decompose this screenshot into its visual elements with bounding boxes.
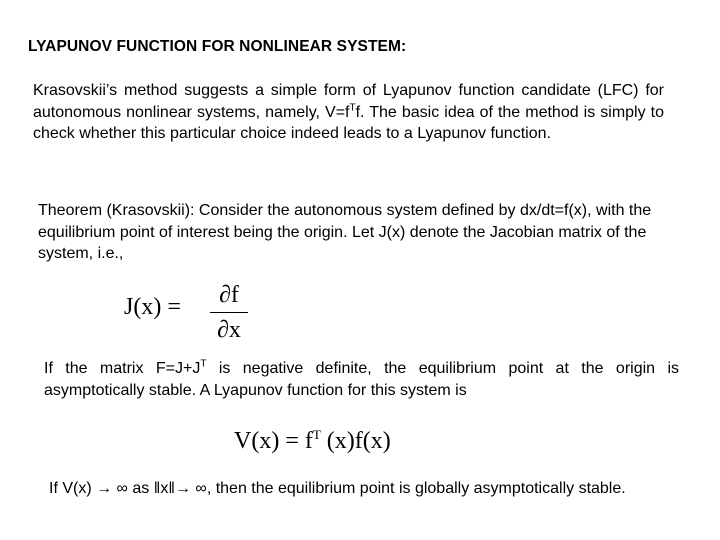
transpose-superscript: T <box>349 102 356 114</box>
intro-text-start: Krasovskii’s method suggests a simple form of Lyapunov function candidate (LFC) for autonomous nonlinear systems, namely, V=f <box>33 82 664 121</box>
condition-paragraph <box>44 358 679 401</box>
jacobian-lhs: J(x) = <box>124 294 181 320</box>
fraction-numerator: ∂f <box>219 282 239 308</box>
jacobian-fraction <box>204 280 254 345</box>
fraction-bar <box>210 312 248 313</box>
condition-text-start: If the matrix F=J+J <box>44 360 201 377</box>
transpose-superscript: T <box>312 427 321 442</box>
jacobian-equation <box>124 280 264 346</box>
lyapunov-rhs: (x)f(x) <box>320 428 391 454</box>
fraction-denominator: ∂x <box>217 317 241 343</box>
page-title: LYAPUNOV FUNCTION FOR NONLINEAR SYSTEM: <box>28 38 407 55</box>
theorem-paragraph: Theorem (Krasovskii): Consider the autonomous system defined by dx/dt=f(x), with the equilibrium point of interest being the origin. Let J(x) denote the Jacobian matrix of the system, i.e., <box>38 202 652 262</box>
global-text-1: If V(x) <box>49 480 97 497</box>
global-text-2: ∞ as ǁxǁ <box>112 480 175 497</box>
arrow-icon: → <box>174 480 191 497</box>
intro-text-end: f. The basic idea of the method is simply to check whether this particular choice indeed leads to a Lyapunov function. <box>33 103 664 142</box>
lyapunov-equation <box>234 428 391 455</box>
global-stability-paragraph <box>49 478 689 500</box>
condition-text-end: is negative definite, the equilibrium point at the origin is asymptotically stable. A Lyapunov function for this system is <box>44 360 680 399</box>
arrow-icon: → <box>96 480 113 497</box>
intro-paragraph <box>33 80 664 145</box>
lyapunov-lhs: V(x) = f <box>234 428 313 454</box>
transpose-superscript: T <box>200 358 207 370</box>
global-text-3: ∞, then the equilibrium point is globally asymptotically stable. <box>190 480 626 497</box>
